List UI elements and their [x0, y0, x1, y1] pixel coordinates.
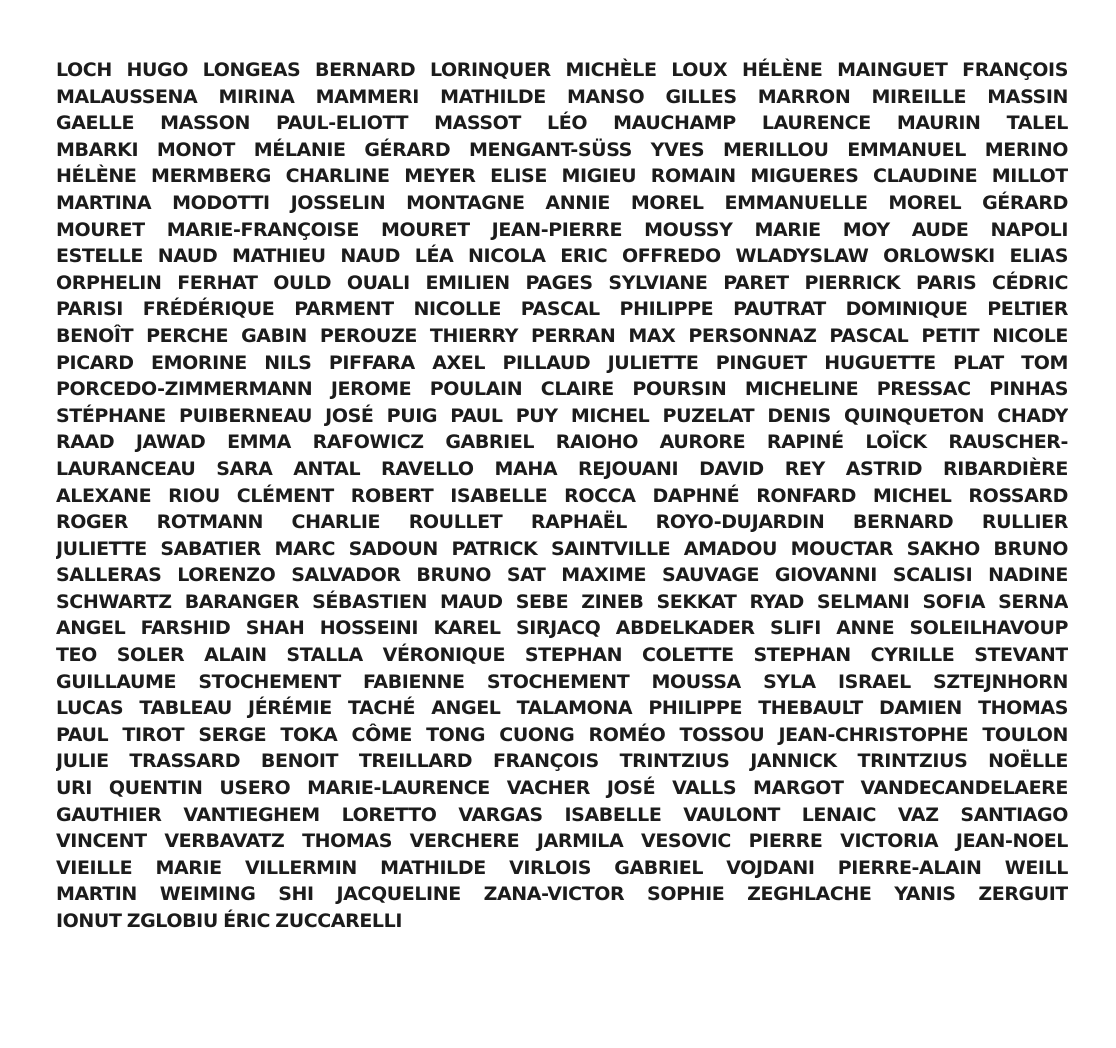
name-list-line: ESTELLE NAUD MATHIEU NAUD LÉA NICOLA ERIC OFFREDO WLADYSLAW ORLOWSKI ELIAS — [56, 245, 1068, 268]
name-list-line: SCHWARTZ BARANGER SÉBASTIEN MAUD SEBE ZINEB SEKKAT RYAD SELMANI SOFIA SERNA — [56, 590, 1068, 613]
name-list-line: MARTINA MODOTTI JOSSELIN MONTAGNE ANNIE MOREL EMMANUELLE MOREL GÉRARD — [56, 191, 1068, 214]
name-list-line: MOURET MARIE-FRANÇOISE MOURET JEAN-PIERRE MOUSSY MARIE MOY AUDE NAPOLI — [56, 218, 1068, 241]
name-list-line: ALEXANE RIOU CLÉMENT ROBERT ISABELLE ROCCA DAPHNÉ RONFARD MICHEL ROSSARD — [56, 484, 1068, 507]
name-list-line: JULIE TRASSARD BENOIT TREILLARD FRANÇOIS TRINTZIUS JANNICK TRINTZIUS NOËLLE — [56, 750, 1068, 773]
name-list-line: VIEILLE MARIE VILLERMIN MATHILDE VIRLOIS GABRIEL VOJDANI PIERRE-ALAIN WEILL — [56, 856, 1068, 879]
name-list-line: TEO SOLER ALAIN STALLA VÉRONIQUE STEPHAN COLETTE STEPHAN CYRILLE STEVANT — [56, 644, 1068, 667]
name-list-line: BENOÎT PERCHE GABIN PEROUZE THIERRY PERRAN MAX PERSONNAZ PASCAL PETIT NICOLE — [56, 324, 1068, 347]
name-list-line: MBARKI MONOT MÉLANIE GÉRARD MENGANT-SÜSS YVES MERILLOU EMMANUEL MERINO — [56, 138, 1068, 161]
name-list-line: ANGEL FARSHID SHAH HOSSEINI KAREL SIRJACQ ABDELKADER SLIFI ANNE SOLEILHAVOUP — [56, 617, 1068, 640]
name-list-line: ROGER ROTMANN CHARLIE ROULLET RAPHAËL ROYO-DUJARDIN BERNARD RULLIER — [56, 511, 1068, 534]
name-list-line: MARTIN WEIMING SHI JACQUELINE ZANA-VICTOR SOPHIE ZEGHLACHE YANIS ZERGUIT — [56, 883, 1068, 906]
name-list-line-last: IONUT ZGLOBIU ÉRIC ZUCCARELLI — [56, 910, 403, 932]
name-list-line: GAELLE MASSON PAUL-ELIOTT MASSOT LÉO MAUCHAMP LAURENCE MAURIN TALEL — [56, 112, 1068, 135]
name-list-line: HÉLÈNE MERMBERG CHARLINE MEYER ELISE MIGIEU ROMAIN MIGUERES CLAUDINE MILLOT — [56, 165, 1068, 188]
name-list-line: URI QUENTIN USERO MARIE-LAURENCE VACHER JOSÉ VALLS MARGOT VANDECANDELAERE — [56, 777, 1068, 800]
name-list-line: SALLERAS LORENZO SALVADOR BRUNO SAT MAXIME SAUVAGE GIOVANNI SCALISI NADINE — [56, 564, 1068, 587]
name-list-line: STÉPHANE PUIBERNEAU JOSÉ PUIG PAUL PUY MICHEL PUZELAT DENIS QUINQUETON CHADY — [56, 404, 1068, 427]
name-list-line: PARISI FRÉDÉRIQUE PARMENT NICOLLE PASCAL PHILIPPE PAUTRAT DOMINIQUE PELTIER — [56, 298, 1068, 321]
name-list-line: GUILLAUME STOCHEMENT FABIENNE STOCHEMENT MOUSSA SYLA ISRAEL SZTEJNHORN — [56, 670, 1068, 693]
name-list-line: GAUTHIER VANTIEGHEM LORETTO VARGAS ISABELLE VAULONT LENAIC VAZ SANTIAGO — [56, 803, 1068, 826]
name-list-line: MALAUSSENA MIRINA MAMMERI MATHILDE MANSO GILLES MARRON MIREILLE MASSIN — [56, 85, 1068, 108]
name-list-line: LAURANCEAU SARA ANTAL RAVELLO MAHA REJOUANI DAVID REY ASTRID RIBARDIÈRE — [56, 457, 1068, 480]
name-list-line: ORPHELIN FERHAT OULD OUALI EMILIEN PAGES SYLVIANE PARET PIERRICK PARIS CÉDRIC — [56, 271, 1068, 294]
name-list-block — [56, 57, 1068, 935]
name-list-line: PICARD EMORINE NILS PIFFARA AXEL PILLAUD JULIETTE PINGUET HUGUETTE PLAT TOM — [56, 351, 1068, 374]
name-list-line: RAAD JAWAD EMMA RAFOWICZ GABRIEL RAIOHO AURORE RAPINÉ LOÏCK RAUSCHER- — [56, 431, 1068, 454]
name-list-line: LOCH HUGO LONGEAS BERNARD LORINQUER MICHÈLE LOUX HÉLÈNE MAINGUET FRANÇOIS — [56, 59, 1068, 81]
name-list-line: JULIETTE SABATIER MARC SADOUN PATRICK SAINTVILLE AMADOU MOUCTAR SAKHO BRUNO — [56, 537, 1068, 560]
name-list-line: PORCEDO-ZIMMERMANN JEROME POULAIN CLAIRE POURSIN MICHELINE PRESSAC PINHAS — [56, 378, 1068, 401]
name-list-line: LUCAS TABLEAU JÉRÉMIE TACHÉ ANGEL TALAMONA PHILIPPE THEBAULT DAMIEN THOMAS — [56, 697, 1068, 720]
name-list-line: VINCENT VERBAVATZ THOMAS VERCHERE JARMILA VESOVIC PIERRE VICTORIA JEAN-NOEL — [56, 830, 1068, 853]
name-list-line: PAUL TIROT SERGE TOKA CÔME TONG CUONG ROMÉO TOSSOU JEAN-CHRISTOPHE TOULON — [56, 723, 1068, 746]
